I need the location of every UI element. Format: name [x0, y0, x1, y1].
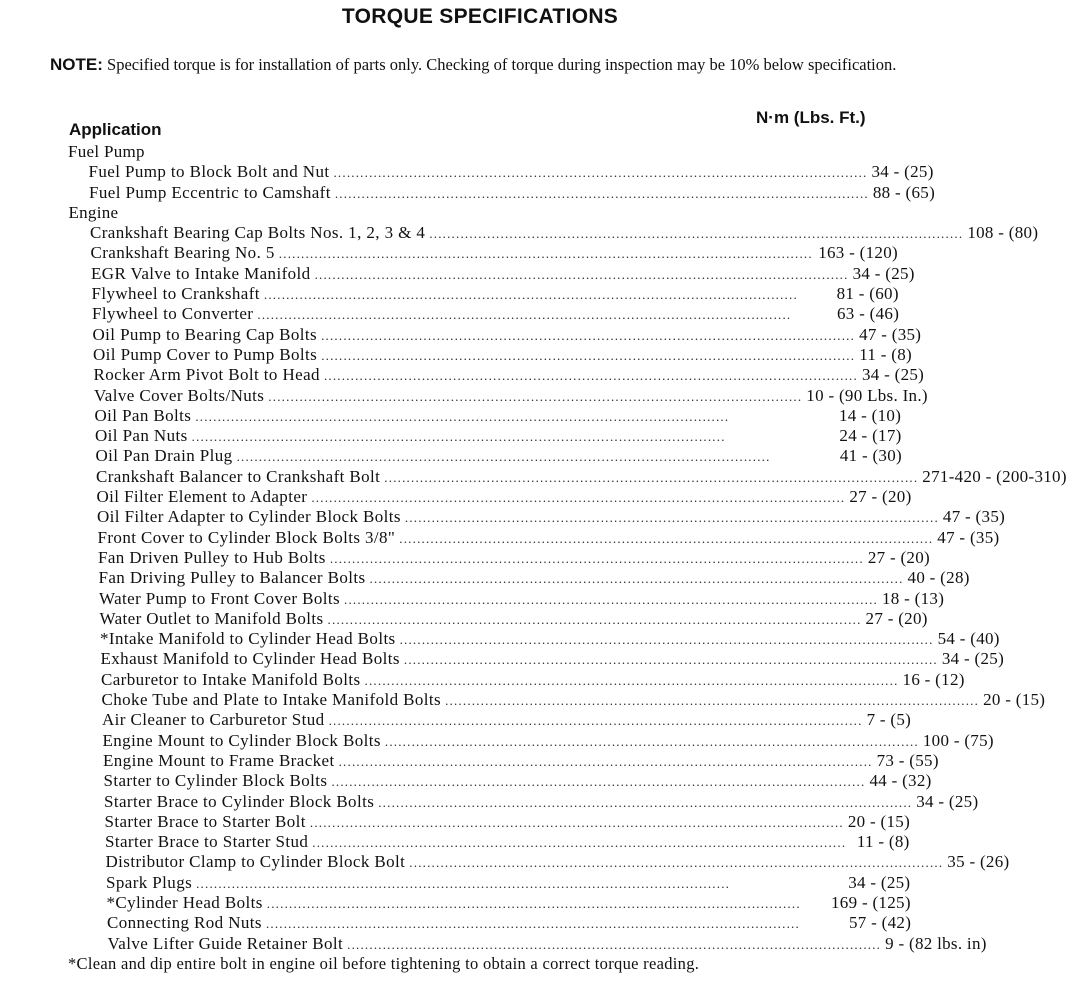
spec-row	[0, 426, 902, 446]
spec-name: Exhaust Manifold to Cylinder Head Bolts	[100, 649, 400, 669]
spec-row	[0, 791, 979, 812]
spec-value: 34 - (25)	[861, 365, 925, 385]
spec-name: Oil Filter Element to Adapter	[96, 487, 308, 507]
spec-name: Fan Driven Pulley to Hub Bolts	[98, 547, 326, 567]
application-column-header: Application	[69, 120, 162, 139]
note-paragraph	[4, 52, 954, 78]
spec-row	[0, 304, 899, 324]
spec-row	[0, 446, 902, 466]
spec-value: 73 - (55)	[876, 750, 939, 770]
spec-row	[0, 385, 928, 406]
spec-row	[0, 771, 932, 791]
spec-row	[0, 487, 912, 507]
spec-row	[0, 832, 910, 852]
torque-table	[0, 142, 1067, 954]
dot-leader: ........................................................................................................................	[338, 753, 873, 769]
spec-row	[0, 852, 1010, 872]
spec-value: 47 - (35)	[859, 324, 922, 344]
spec-row	[0, 223, 1039, 243]
dot-leader: ........................................................................................................................	[399, 632, 934, 648]
spec-value: 169 - (125)	[831, 892, 911, 912]
spec-name: Oil Pump Cover to Pump Bolts	[93, 344, 318, 364]
spec-row	[0, 873, 910, 893]
spec-value: 27 - (20)	[849, 487, 912, 507]
spec-row	[0, 588, 945, 609]
dot-leader: ........................................................................................................................	[333, 165, 868, 181]
spec-value: 20 - (15)	[847, 811, 911, 831]
spec-row	[0, 406, 901, 426]
spec-row	[0, 182, 936, 203]
dot-leader: ........................................................................................................................	[196, 875, 731, 891]
page-title: TORQUE SPECIFICATIONS	[341, 5, 619, 28]
spec-name: Choke Tube and Plate to Intake Manifold Bolts	[101, 690, 442, 710]
spec-row	[0, 344, 912, 365]
spec-value: 11 - (8)	[859, 344, 912, 364]
spec-value: 34 - (25)	[916, 791, 979, 811]
dot-leader: ........................................................................................................................	[331, 774, 866, 790]
dot-leader: ........................................................................................................................	[265, 916, 800, 932]
spec-name: Rocker Arm Pivot Bolt to Head	[93, 365, 320, 385]
dot-leader: ........................................................................................................................	[263, 287, 798, 303]
dot-leader: ........................................................................................................................	[328, 713, 863, 729]
spec-value: 44 - (32)	[869, 771, 932, 791]
spec-row	[0, 527, 1000, 548]
spec-value: 271-420 - (200-310)	[922, 466, 1067, 486]
spec-value: 7 - (5)	[866, 710, 912, 730]
dot-leader: ........................................................................................................................	[404, 510, 939, 526]
dot-leader: ........................................................................................................................	[314, 266, 849, 282]
spec-value: 34 - (25)	[852, 263, 915, 283]
dot-leader: ........................................................................................................................	[266, 895, 801, 911]
spec-row	[0, 466, 1067, 487]
spec-name: Connecting Rod Nuts	[107, 913, 262, 933]
spec-row	[0, 547, 930, 568]
spec-row	[0, 893, 911, 913]
spec-row	[0, 263, 915, 284]
spec-name: Starter Brace to Starter Bolt	[104, 811, 306, 831]
spec-value: 18 - (13)	[882, 588, 945, 608]
dot-leader: ........................................................................................................................	[378, 794, 913, 810]
dot-leader: ........................................................................................................................	[312, 835, 847, 851]
dot-leader: ........................................................................................................................	[399, 530, 934, 546]
dot-leader: ........................................................................................................................	[445, 693, 980, 709]
spec-value: 27 - (20)	[867, 547, 930, 567]
spec-name: Valve Lifter Guide Retainer Bolt	[107, 933, 344, 953]
spec-row	[0, 730, 994, 751]
dot-leader: ........................................................................................................................	[327, 611, 862, 627]
dot-leader: ........................................................................................................................	[311, 490, 846, 506]
dot-leader: ........................................................................................................................	[329, 550, 864, 566]
spec-row	[0, 365, 925, 385]
spec-name: Starter Brace to Starter Stud	[105, 832, 309, 852]
spec-name: Oil Pan Bolts	[94, 405, 192, 425]
spec-name: Fan Driving Pulley to Balancer Bolts	[98, 568, 366, 588]
spec-name: Engine Mount to Frame Bracket	[103, 750, 335, 770]
dot-leader: ........................................................................................................................	[236, 449, 771, 465]
spec-row	[0, 750, 939, 771]
dot-leader: ........................................................................................................................	[334, 185, 869, 201]
spec-row	[0, 913, 911, 933]
spec-value: 14 - (10)	[839, 405, 902, 425]
spec-value: 40 - (28)	[907, 568, 970, 588]
spec-row	[0, 933, 987, 954]
spec-name: Air Cleaner to Carburetor Stud	[102, 710, 325, 730]
spec-row	[0, 710, 912, 730]
spec-name: Crankshaft Bearing Cap Bolts Nos. 1, 2, 3 & 4	[90, 223, 426, 243]
spec-row	[0, 690, 1046, 710]
spec-row	[0, 608, 928, 629]
spec-name: Oil Pan Drain Plug	[95, 446, 233, 466]
dot-leader: ........................................................................................................................	[278, 246, 813, 262]
spec-name: Flywheel to Converter	[92, 304, 254, 324]
spec-name: Carburetor to Intake Manifold Bolts	[101, 669, 361, 689]
spec-name: Fuel Pump Eccentric to Camshaft	[89, 182, 331, 202]
spec-name: Starter Brace to Cylinder Block Bolts	[104, 791, 375, 811]
spec-value: 88 - (65)	[872, 182, 936, 202]
spec-name: Crankshaft Bearing No. 5	[90, 243, 275, 263]
spec-name: Crankshaft Balancer to Crankshaft Bolt	[96, 466, 381, 486]
spec-row	[0, 507, 1006, 527]
spec-name: Valve Cover Bolts/Nuts	[94, 385, 265, 405]
spec-value: 20 - (15)	[983, 690, 1046, 710]
spec-value: 34 - (25)	[848, 872, 911, 892]
spec-name: Oil Pan Nuts	[95, 426, 188, 446]
dot-leader: ........................................................................................................................	[321, 347, 856, 363]
spec-row	[0, 243, 898, 263]
dot-leader: ........................................................................................................................	[384, 733, 919, 749]
spec-value: 11 - (8)	[856, 832, 910, 852]
spec-row	[0, 568, 970, 588]
spec-value: 100 - (75)	[922, 730, 994, 750]
spec-name: Flywheel to Crankshaft	[91, 284, 260, 304]
group-heading: Engine	[68, 202, 119, 222]
dot-leader: ........................................................................................................................	[409, 855, 944, 871]
spec-name: Engine Mount to Cylinder Block Bolts	[102, 730, 381, 750]
spec-value: 35 - (26)	[947, 852, 1010, 872]
spec-row	[0, 284, 899, 304]
torque-column-header: N·m (Lbs. Ft.)	[756, 108, 866, 127]
dot-leader: ........................................................................................................................	[257, 307, 792, 323]
spec-value: 57 - (42)	[849, 913, 912, 933]
spec-row	[0, 324, 922, 345]
spec-value: 9 - (82 lbs. in)	[885, 933, 987, 953]
spec-value: 47 - (35)	[937, 527, 1000, 547]
spec-name: Spark Plugs	[106, 872, 193, 892]
spec-name: Distributor Clamp to Cylinder Block Bolt	[105, 852, 406, 872]
spec-value: 163 - (120)	[818, 243, 898, 263]
dot-leader: ........................................................................................................................	[195, 408, 730, 424]
spec-name: Oil Pump to Bearing Cap Bolts	[92, 324, 318, 344]
spec-name: *Intake Manifold to Cylinder Head Bolts	[100, 629, 396, 649]
spec-value: 34 - (25)	[871, 162, 934, 182]
dot-leader: ........................................................................................................................	[344, 591, 878, 607]
spec-name: EGR Valve to Intake Manifold	[91, 263, 311, 283]
dot-leader: ........................................................................................................................	[268, 388, 803, 404]
note-label: NOTE:	[50, 55, 103, 74]
spec-row	[0, 669, 965, 690]
spec-value: 47 - (35)	[942, 507, 1006, 527]
spec-name: Front Cover to Cylinder Block Bolts 3/8"	[97, 527, 396, 547]
spec-value: 63 - (46)	[837, 304, 900, 324]
spec-value: 41 - (30)	[839, 446, 902, 466]
spec-name: Water Pump to Front Cover Bolts	[99, 588, 340, 608]
spec-value: 81 - (60)	[836, 284, 899, 304]
note-text: Specified torque is for installation of parts only. Checking of torque during inspection may be 10% below specification.	[107, 55, 897, 74]
dot-leader: ........................................................................................................................	[191, 429, 726, 445]
spec-value: 10 - (90 Lbs. In.)	[806, 385, 928, 405]
spec-row	[0, 629, 1000, 649]
spec-name: *Cylinder Head Bolts	[106, 892, 263, 912]
dot-leader: ........................................................................................................................	[369, 571, 904, 587]
spec-value: 108 - (80)	[967, 223, 1039, 243]
spec-name: Water Outlet to Manifold Bolts	[99, 608, 324, 628]
spec-name: Fuel Pump to Block Bolt and Nut	[88, 162, 330, 182]
dot-leader: ........................................................................................................................	[309, 814, 844, 830]
footnote: *Clean and dip entire bolt in engine oil before tightening to obtain a correct torque reading.	[68, 954, 700, 973]
dot-leader: ........................................................................................................................	[347, 936, 882, 952]
spec-value: 54 - (40)	[937, 629, 1000, 649]
spec-row	[0, 649, 1005, 669]
dot-leader: ........................................................................................................................	[323, 368, 858, 384]
dot-leader: ........................................................................................................................	[384, 469, 919, 485]
spec-name: Oil Filter Adapter to Cylinder Block Bolts	[97, 507, 401, 527]
spec-value: 24 - (17)	[839, 426, 902, 446]
spec-name: Starter to Cylinder Block Bolts	[103, 771, 328, 791]
spec-row	[0, 812, 909, 832]
group-heading: Fuel Pump	[68, 142, 145, 161]
dot-leader: ........................................................................................................................	[403, 652, 938, 668]
spec-value: 16 - (12)	[902, 669, 965, 689]
dot-leader: ........................................................................................................................	[429, 226, 964, 242]
spec-value: 34 - (25)	[941, 649, 1005, 669]
spec-row	[0, 162, 934, 182]
dot-leader: ........................................................................................................................	[364, 672, 899, 688]
dot-leader: ........................................................................................................................	[321, 327, 856, 343]
spec-value: 27 - (20)	[865, 608, 928, 628]
